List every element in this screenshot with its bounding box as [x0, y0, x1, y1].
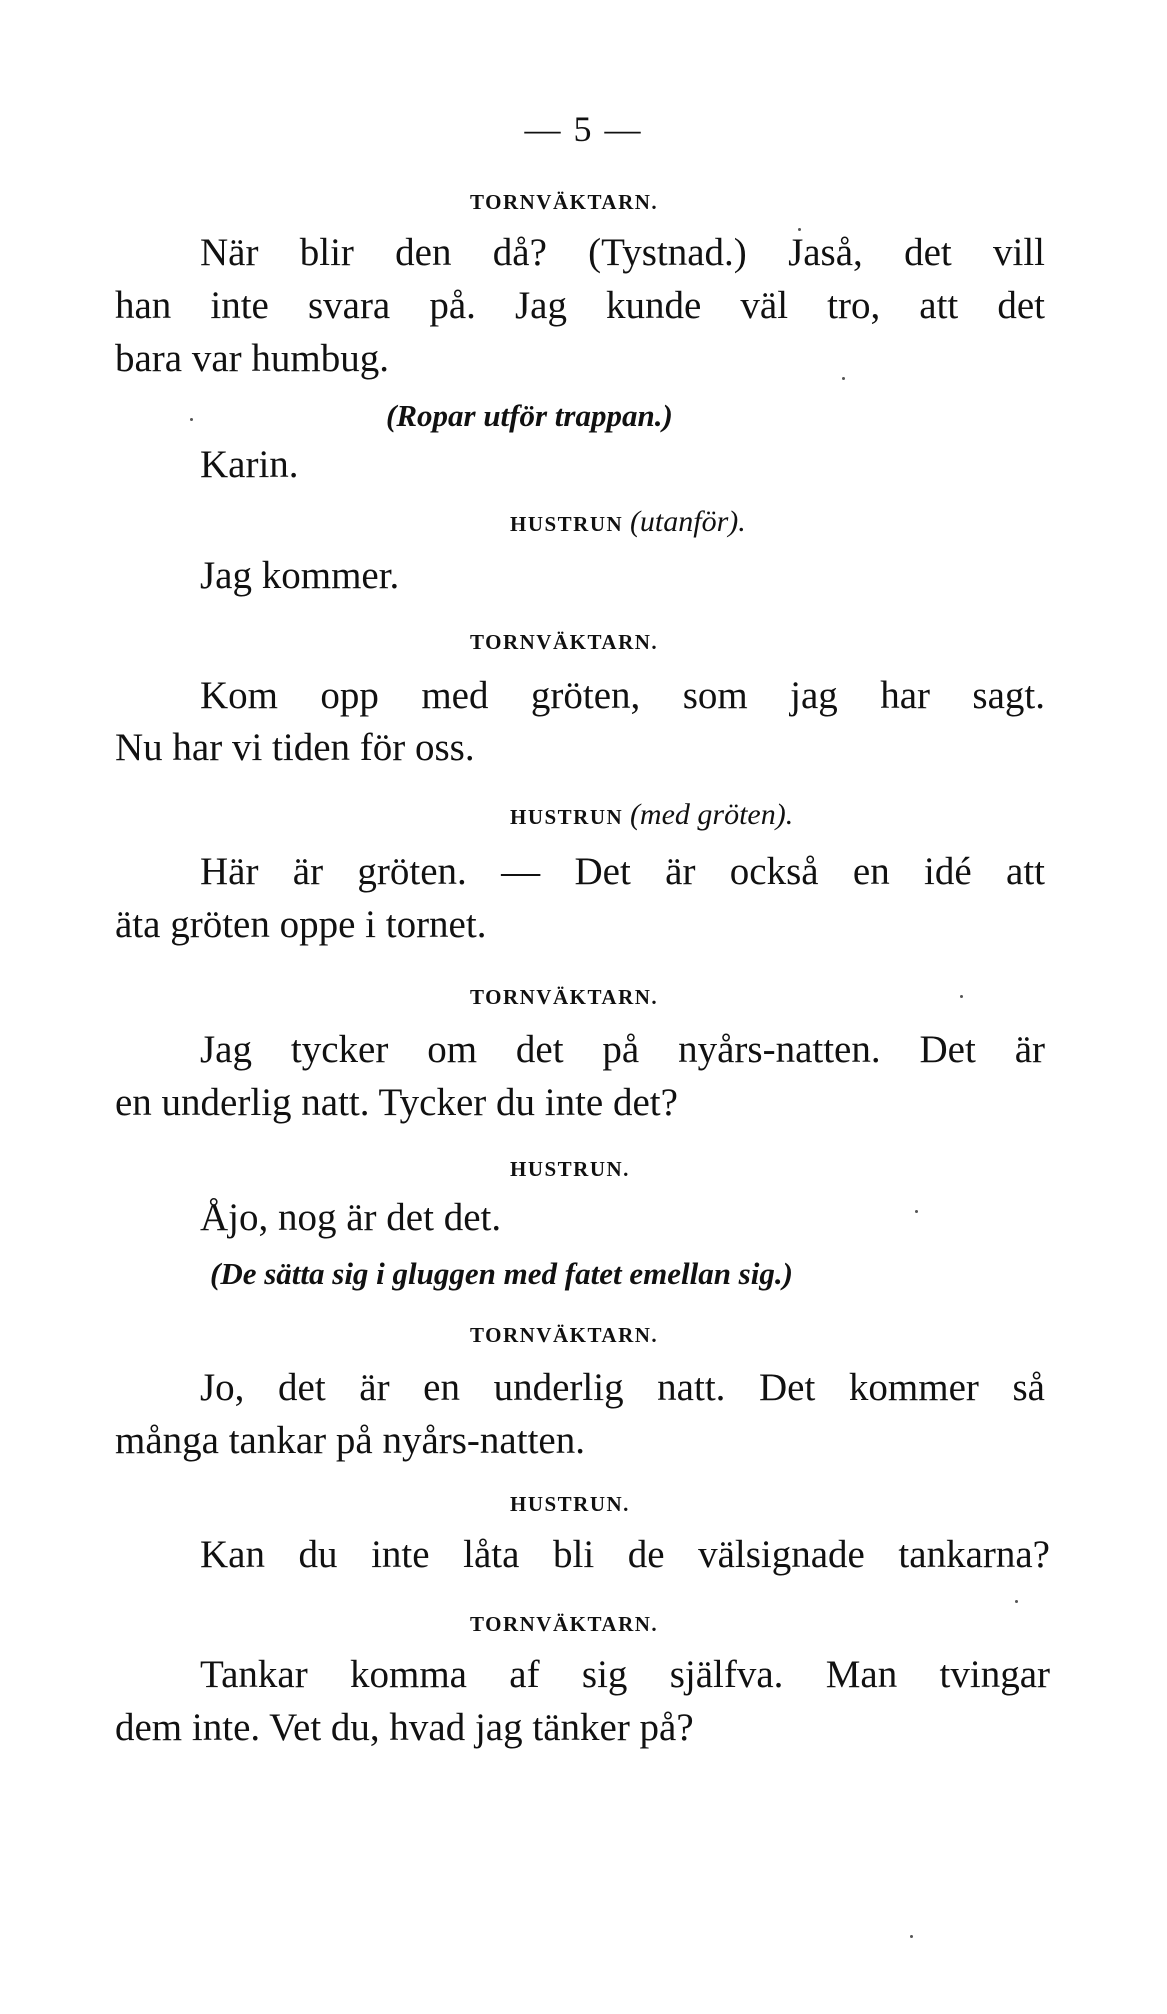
- dialogue-line: Karin.: [200, 443, 299, 486]
- scan-speck: [910, 1935, 913, 1938]
- speaker-name: HUSTRUN.: [510, 1492, 630, 1516]
- dialogue-line: Kom opp med gröten, som jag har sagt.: [200, 674, 1045, 717]
- speaker-name: TORNVÄKTARN.: [470, 630, 659, 654]
- dialogue-line: äta gröten oppe i tornet.: [115, 903, 487, 946]
- speaker-direction: (utanför).: [629, 505, 746, 538]
- speaker-name: HUSTRUN.: [510, 1157, 630, 1181]
- dialogue-line: en underlig natt. Tycker du inte det?: [115, 1081, 678, 1124]
- speaker-name: TORNVÄKTARN.: [470, 985, 659, 1009]
- speaker-name: TORNVÄKTARN.: [470, 1612, 659, 1636]
- dialogue-line: Jo, det är en underlig natt. Det kommer så: [200, 1366, 1045, 1409]
- speaker-name: HUSTRUN: [510, 805, 624, 829]
- dialogue-line: dem inte. Vet du, hvad jag tänker på?: [115, 1706, 694, 1749]
- scan-speck: [960, 995, 963, 998]
- speaker-with-direction: [510, 798, 793, 832]
- speaker-name: TORNVÄKTARN.: [470, 190, 659, 214]
- scan-speck: [1015, 1600, 1018, 1603]
- page-number: — 5 —: [524, 109, 643, 149]
- dialogue-line: Åjo, nog är det det.: [200, 1196, 502, 1239]
- speaker-direction: (med gröten).: [629, 798, 794, 831]
- dialogue-line: bara var humbug.: [115, 337, 389, 380]
- dialogue-line: många tankar på nyårs-natten.: [115, 1419, 585, 1462]
- dialogue-line: Kan du inte låta bli de välsignade tankarna?: [200, 1533, 1050, 1576]
- scan-speck: [190, 418, 193, 421]
- dialogue-line: Här är gröten. — Det är också en idé att: [200, 850, 1045, 893]
- scan-speck: [915, 1210, 918, 1213]
- speaker-with-direction: [510, 505, 746, 539]
- dialogue-line: han inte svara på. Jag kunde väl tro, att det: [115, 284, 1045, 327]
- scan-speck: [798, 228, 801, 231]
- dialogue-line: När blir den då? (Tystnad.) Jaså, det vill: [200, 231, 1045, 274]
- scan-speck: [842, 377, 845, 380]
- dialogue-line: Jag kommer.: [200, 554, 400, 597]
- dialogue-line: Jag tycker om det på nyårs-natten. Det är: [200, 1028, 1045, 1071]
- stage-direction: (De sätta sig i gluggen med fatet emellan sig.): [210, 1256, 793, 1291]
- stage-direction: (Ropar utför trappan.): [386, 398, 673, 433]
- speaker-name: HUSTRUN: [510, 512, 624, 536]
- dialogue-line: Tankar komma af sig själfva. Man tvingar: [200, 1653, 1050, 1696]
- dialogue-line: Nu har vi tiden för oss.: [115, 726, 475, 769]
- speaker-name: TORNVÄKTARN.: [470, 1323, 659, 1347]
